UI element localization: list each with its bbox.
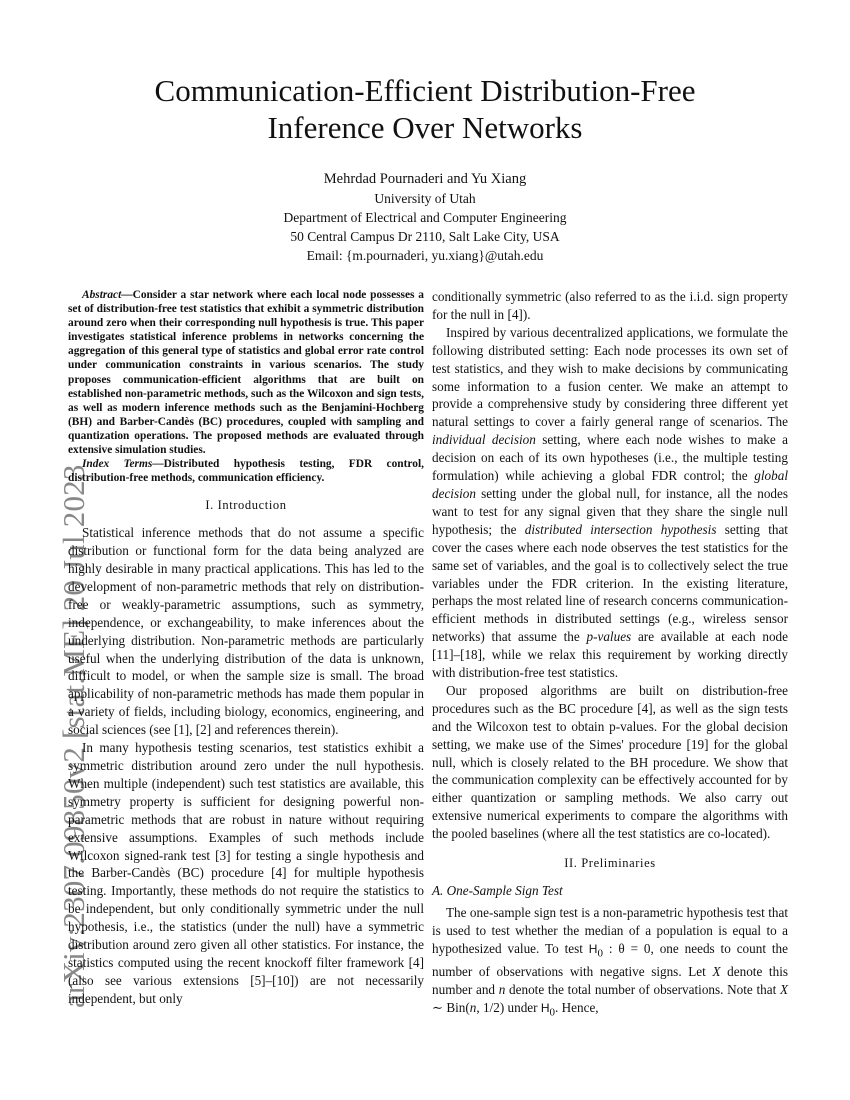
- department: Department of Electrical and Computer Engineering: [283, 210, 567, 225]
- subsection-heading-sign-test: A. One-Sample Sign Test: [432, 883, 563, 898]
- abstract-text: —Consider a star network where each local node possesses a set of distribution-free test statistics that exhibit a symmetric distribution around zero when their corresponding null hypothesis is true. This paper investigates statistical inference problems in networks concerning the aggregation of this general type of statistics and global error rate control under communication constraints in various scenarios. The study proposes communication-efficient algorithms that are built on established non-parametric methods, such as the Wilcoxon and sign tests, as well as modern inference methods such as the Benjamini-Hochberg (BH) and Barber-Candès (BC) procedures, coupled with sampling and quantization operations. The proposed methods are evaluated through extensive simulation studies.: [68, 289, 424, 457]
- section-heading-preliminaries: II. Preliminaries: [564, 856, 656, 871]
- text-run: are available at each node [11]–[18], while we relax this requirement by working directly with distribution-free test statistics.: [432, 629, 788, 681]
- abstract: [68, 288, 424, 457]
- arxiv-identifier: arXiv:2307.09850v2 [stat.ME] 20 Jul 2023: [56, 464, 91, 1008]
- intro-paragraph-2: In many hypothesis testing scenarios, test statistics exhibit a symmetric distribution around zero under the null hypothesis. When multiple (independent) such test statistics are available, this symmetry property is sufficient for designing powerful non-parametric methods that are robust in nature without requiring extensive assumptions. Examples of such methods include Wilcoxon signed-rank test [3] for testing a single hypothesis and the Barber-Candès (BC) procedure [4] for multiple hypothesis testing. Importantly, these methods do not require the statistics to be independent, but only conditionally symmetric under the null hypothesis, i.e., the statistics (under the null) have a symmetric distribution around zero given all other statistics. For instance, the statistics computed using the recent knockoff filter framework [4] (also see various extensions [5]–[10]) are not necessarily independent, but only: [68, 740, 424, 1006]
- intro-paragraph-4: Our proposed algorithms are built on distribution-free procedures such as the BC procedure [4], as well as the sign tests and the Wilcoxon test to obtain p-values. For the global decision setting, we make use of the Simes' procedure [19] for the global null, which is closely related to the BH procedure. We show that the communication complexity can be effectively accounted for by either quantization or sampling methods. We also carry out extensive numerical experiments to compare the algorithms with the pooled baselines (where all the test statistics are co-located).: [432, 682, 788, 842]
- intro-continuation: conditionally symmetric (also referred to as the i.i.d. sign property for the null in [4]).: [432, 289, 788, 322]
- intro-paragraph-1: Statistical inference methods that do not assume a specific distribution or functional form for the data being analyzed are highly desirable in many practical applications. This has led to the development of non-parametric methods that rely on distribution-free or weakly-parametric assumptions, such as symmetry, independence, or exchangeability, to make inferences about the underlying distribution. Non-parametric methods are particularly useful when the underlying distribution of the data is unknown, difficult to model, or when the sample size is small. The broad applicability of non-parametric methods has made them popular in a variety of fields, including biology, economics, engineering, and social sciences (see [1], [2] and references therein).: [68, 525, 424, 738]
- text-run: Inspired by various decentralized applications, we formulate the following distributed setting: Each node processes its own set of test statistics, and they wish to make decisions by communicating some information to a fusion center. We make an attempt to provide a comprehensive study by considering three different yet natural settings to cover a fairly general range of scenarios. The: [432, 324, 788, 430]
- text-run: The one-sample sign test is a non-parametric hypothesis test that is used to test whether the median of a population is equal to a hypothesized value. To test: [432, 904, 788, 956]
- left-column: [68, 288, 424, 1008]
- arxiv-side-stamp: [18, 268, 91, 1008]
- right-column: [432, 288, 788, 1023]
- index-terms-text: —Distributed hypothesis testing, FDR control, distribution-free methods, communication efficiency.: [68, 458, 424, 485]
- affiliation: University of Utah: [374, 191, 476, 206]
- term-individual-decision: individual decision: [432, 432, 536, 448]
- math-var-x: X: [712, 964, 721, 980]
- index-terms: [68, 457, 424, 485]
- text-run: setting that cover the cases where each node observes the test statistics for the same set of variables, and the goal is to collectively select the true variables under the FDR criterion. In the existing literature, perhaps the most related line of research concerns communication-efficient methods in distributed settings (e.g., wireless sensor networks) that assume the: [432, 521, 788, 645]
- email: Email: {m.pournaderi, yu.xiang}@utah.edu: [306, 248, 544, 263]
- term-global-decision: global decision: [432, 468, 788, 501]
- author-names: Mehrdad Pournaderi and Yu Xiang: [323, 171, 527, 187]
- term-distributed-intersection: distributed intersection hypothesis: [524, 521, 717, 537]
- math-var-x: X: [779, 982, 789, 998]
- math-h: H: [540, 1001, 550, 1016]
- title-line-2: Inference Over Networks: [267, 110, 583, 145]
- text-run: . Hence,: [555, 1000, 599, 1016]
- section-heading-introduction: I. Introduction: [205, 498, 287, 513]
- math-var-n: n: [498, 982, 506, 998]
- paper-title: [100, 72, 750, 146]
- text-run: setting, where each node wishes to make a decision on each of its own hypotheses (i.e., the multiple testing formulation) while achieving a global FDR control; the: [432, 432, 788, 484]
- text-run: ∼ Bin(: [432, 1000, 470, 1016]
- author-block: [150, 170, 700, 265]
- text-run: denote this number and: [432, 964, 788, 998]
- text-run: , 1/2) under: [476, 1000, 541, 1016]
- intro-paragraph-3: [432, 324, 788, 682]
- title-line-1: Communication-Efficient Distribution-Free: [154, 73, 696, 108]
- text-run: denote the total number of observations. Note that: [505, 982, 780, 998]
- math-subscript: 0: [549, 1006, 556, 1019]
- math-h: H: [588, 941, 598, 956]
- text-run: setting under the global null, for instance, all the nodes want to test for any signal given that they share the single null hypothesis; the: [432, 485, 788, 537]
- math-var-n: n: [469, 1000, 477, 1016]
- address: 50 Central Campus Dr 2110, Salt Lake City, USA: [290, 229, 560, 244]
- math-subscript: 0: [597, 947, 603, 960]
- text-run: : θ = 0, one needs to count the number of observations with negative signs. Let: [432, 940, 788, 980]
- index-terms-label: Index Terms: [82, 458, 153, 471]
- abstract-label: Abstract: [82, 289, 122, 301]
- sign-test-paragraph: [432, 904, 788, 1023]
- term-p-values: p-values: [586, 629, 632, 645]
